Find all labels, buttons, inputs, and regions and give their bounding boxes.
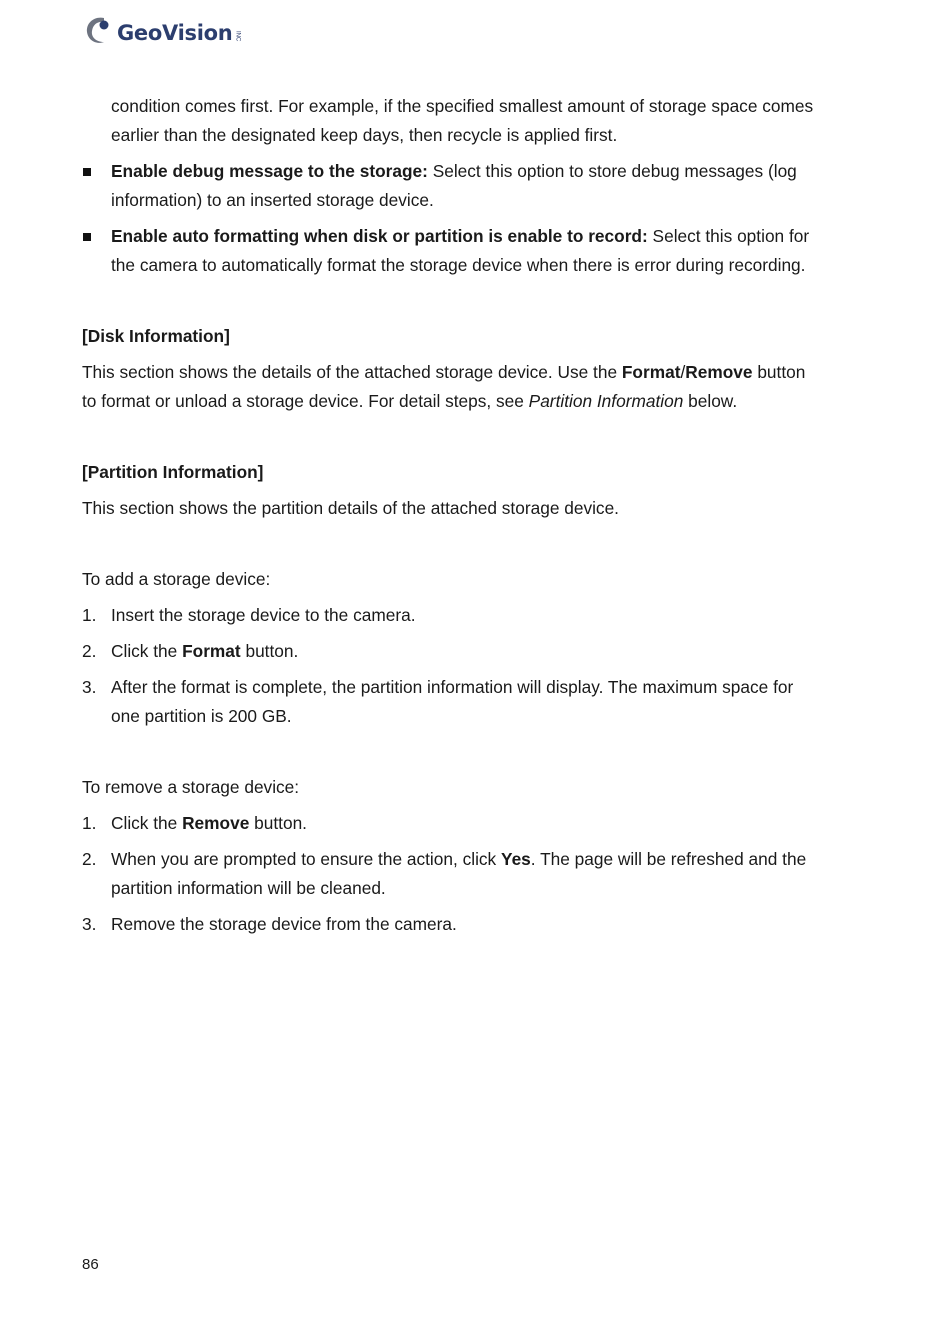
remove-step: 2. When you are prompted to ensure the action, click Yes. The page will be refreshed and the partition information will be cleaned.	[82, 849, 807, 898]
page-number: 86	[82, 1256, 99, 1273]
logo-text: GeoVision	[117, 21, 233, 45]
partition-information-reference: Partition Information	[528, 391, 684, 411]
add-storage-intro: To add a storage device:	[82, 569, 271, 589]
remove-step: 3. Remove the storage device from the camera.	[82, 914, 457, 934]
bullet-text: Select this option to store debug messages (log information) to an inserted storage device.	[111, 161, 797, 210]
partition-information-heading: [Partition Information]	[82, 462, 264, 482]
continuation-paragraph: condition comes first. For example, if the specified smallest amount of storage space comes earlier than the designated keep days, then recycle is applied first.	[111, 96, 814, 145]
bullet-square-icon	[83, 233, 91, 241]
bullet-debug-message	[82, 157, 822, 215]
remove-step: 1. Click the Remove button.	[82, 813, 307, 833]
format-term: Format	[621, 362, 681, 382]
disk-information-heading: [Disk Information]	[82, 326, 230, 346]
add-step: 1. Insert the storage device to the camera.	[82, 605, 416, 625]
bullet-title: Enable debug message to the storage:	[111, 161, 428, 181]
geovision-logo	[84, 12, 240, 48]
geovision-swirl-icon	[84, 14, 114, 46]
remove-term: Remove	[685, 362, 753, 382]
bullet-text: Select this option for the camera to automatically format the storage device when there is error during recording.	[111, 226, 810, 275]
page-content	[82, 92, 822, 939]
add-step: 2. Click the Format button.	[82, 641, 299, 661]
logo-suffix: INC	[234, 30, 241, 42]
bullet-title: Enable auto formatting when disk or partition is enable to record:	[111, 226, 648, 246]
partition-information-paragraph: This section shows the partition details of the attached storage device.	[82, 498, 619, 518]
bullet-auto-formatting	[82, 222, 822, 280]
bullet-square-icon	[83, 168, 91, 176]
remove-storage-intro: To remove a storage device:	[82, 777, 300, 797]
disk-information-paragraph: This section shows the details of the attached storage device. Use the Format/Remove button to format or unload a storage device. For detail steps, see Partition Information below.	[82, 362, 806, 411]
add-step: 3. After the format is complete, the partition information will display. The maximum space for one partition is 200 GB.	[82, 677, 794, 726]
